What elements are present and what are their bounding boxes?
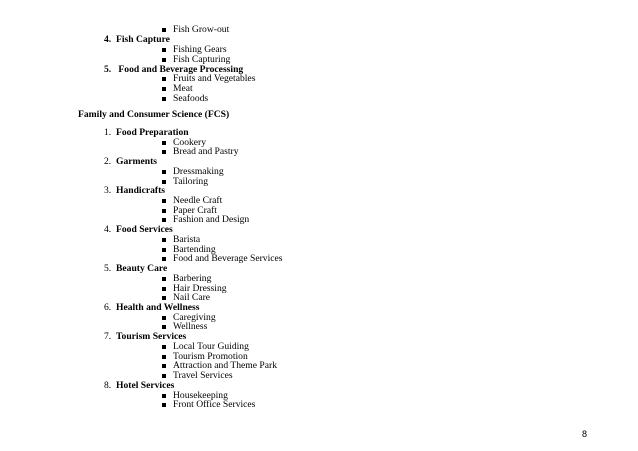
bullet-icon xyxy=(162,238,166,242)
list-item: Barista xyxy=(173,234,200,246)
list-item: Bread and Pastry xyxy=(173,146,239,158)
list-item: Meat xyxy=(173,83,193,95)
bullet-icon xyxy=(162,48,166,52)
list-item: Seafoods xyxy=(173,93,208,105)
group-heading: 2. Garments xyxy=(104,156,158,167)
bullet-icon xyxy=(162,316,166,320)
group-heading: 5. Beauty Care xyxy=(104,263,168,274)
list-item: Tailoring xyxy=(173,176,208,188)
group-heading: 5. Food and Beverage Processing xyxy=(104,64,244,75)
bullet-icon xyxy=(162,296,166,300)
bullet-icon xyxy=(162,248,166,252)
bullet-icon xyxy=(162,28,166,32)
list-item: Fish Grow-out xyxy=(173,24,229,36)
list-item: Food and Beverage Services xyxy=(173,253,283,265)
group-heading: 4. Food Services xyxy=(104,224,173,235)
bullet-icon xyxy=(162,325,166,329)
page-number: 8 xyxy=(582,429,588,439)
bullet-icon xyxy=(162,374,166,378)
list-item: Local Tour Guiding xyxy=(173,341,249,353)
group-heading: 8. Hotel Services xyxy=(104,380,175,391)
list-item: Tourism Promotion xyxy=(173,351,248,363)
list-item: Paper Craft xyxy=(173,205,217,217)
bullet-icon xyxy=(162,355,166,359)
bullet-icon xyxy=(162,199,166,203)
list-item: Barbering xyxy=(173,273,211,285)
list-item: Travel Services xyxy=(173,370,233,382)
list-item: Caregiving xyxy=(173,312,216,324)
bullet-icon xyxy=(162,170,166,174)
bullet-icon xyxy=(162,287,166,291)
bullet-icon xyxy=(162,141,166,145)
list-item: Bartending xyxy=(173,244,216,256)
list-item: Attraction and Theme Park xyxy=(173,360,277,372)
bullet-icon xyxy=(162,180,166,184)
group-heading: 3. Handicrafts xyxy=(104,185,166,196)
bullet-icon xyxy=(162,277,166,281)
bullet-icon xyxy=(162,257,166,261)
section-title: Family and Consumer Science (FCS) xyxy=(78,109,230,120)
bullet-icon xyxy=(162,97,166,101)
bullet-icon xyxy=(162,218,166,222)
bullet-icon xyxy=(162,364,166,368)
list-item: Fishing Gears xyxy=(173,44,227,56)
bullet-icon xyxy=(162,87,166,91)
bullet-icon xyxy=(162,209,166,213)
list-item: Front Office Services xyxy=(173,399,255,411)
bullet-icon xyxy=(162,345,166,349)
bullet-icon xyxy=(162,150,166,154)
list-item: Dressmaking xyxy=(173,166,224,178)
list-item: Fruits and Vegetables xyxy=(173,73,255,85)
bullet-icon xyxy=(162,403,166,407)
list-item: Hair Dressing xyxy=(173,283,227,295)
group-heading: 7. Tourism Services xyxy=(104,331,187,342)
group-heading: 4. Fish Capture xyxy=(104,34,170,45)
list-item: Fashion and Design xyxy=(173,214,249,226)
bullet-icon xyxy=(162,77,166,81)
list-item: Needle Craft xyxy=(173,195,222,207)
list-item: Wellness xyxy=(173,321,207,333)
bullet-icon xyxy=(162,58,166,62)
list-item: Cookery xyxy=(173,137,206,149)
bullet-icon xyxy=(162,394,166,398)
group-heading: 1. Food Preparation xyxy=(104,127,189,138)
list-item: Nail Care xyxy=(173,292,210,304)
group-heading: 6. Health and Wellness xyxy=(104,302,200,313)
list-item: Housekeeping xyxy=(173,390,228,402)
list-item: Fish Capturing xyxy=(173,54,230,66)
